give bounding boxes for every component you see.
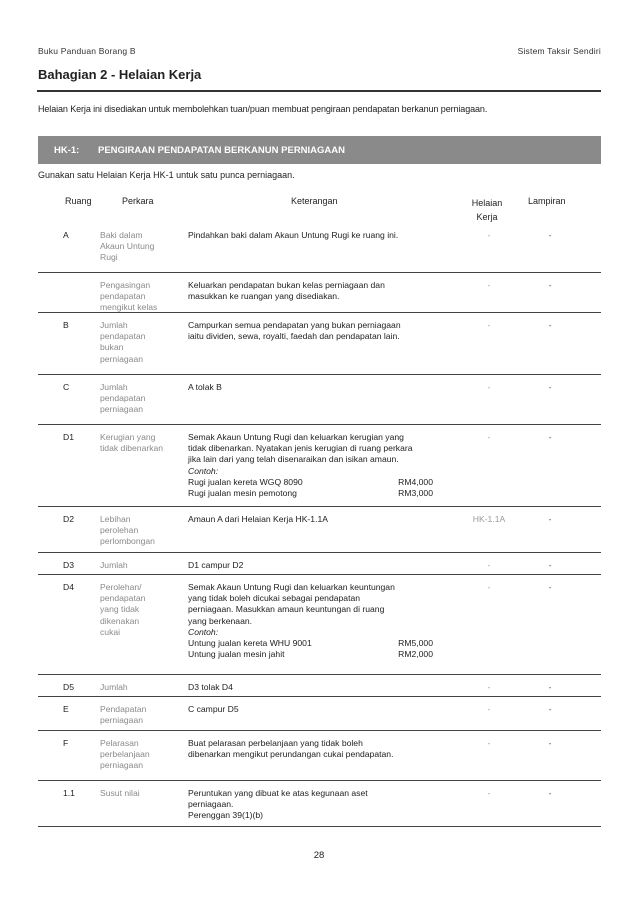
cell-ruang: B — [63, 320, 69, 330]
perkara-line: Baki dalam — [100, 230, 143, 240]
keterangan-line: masukkan ke ruangan yang disediakan. — [188, 291, 340, 302]
cell-lampiran: - — [548, 280, 552, 290]
keterangan-line: Keluarkan pendapatan bukan kelas perniagaan dan — [188, 280, 385, 290]
cell-keterangan — [188, 514, 458, 525]
keterangan-line: tidak dibenarkan. Nyatakan jenis kerugian di ruang perkara — [188, 443, 413, 454]
cell-helaian-kerja: - — [487, 788, 491, 798]
cell-perkara — [100, 682, 180, 693]
table-row — [38, 696, 601, 731]
cell-keterangan — [188, 320, 458, 342]
example-line — [188, 488, 433, 499]
cell-helaian-kerja: - — [487, 432, 491, 442]
cell-perkara — [100, 280, 180, 314]
worksheet-title-bar — [38, 136, 601, 164]
cell-lampiran: - — [548, 320, 552, 330]
perkara-line: pendapatan — [100, 593, 146, 604]
table-row — [38, 506, 601, 553]
cell-keterangan — [188, 682, 458, 693]
perkara-line: perniagaan — [100, 760, 144, 771]
cell-lampiran: - — [548, 582, 552, 592]
keterangan-line: Buat pelarasan perbelanjaan yang tidak boleh — [188, 738, 363, 748]
cell-perkara — [100, 738, 180, 772]
perkara-line: yang tidak — [100, 604, 140, 615]
table-row — [38, 780, 601, 827]
cell-helaian-kerja: - — [487, 560, 491, 570]
section-title: Bahagian 2 - Helaian Kerja — [38, 67, 202, 82]
example-item: Untung jualan kereta WHU 9001 — [188, 638, 312, 649]
cell-ruang: D2 — [63, 514, 74, 524]
keterangan-line: Pindahkan baki dalam Akaun Untung Rugi ke ruang ini. — [188, 230, 399, 240]
table-header — [38, 192, 601, 222]
perkara-line: perniagaan — [100, 353, 144, 364]
perkara-line: Perolehan/ — [100, 582, 142, 592]
cell-ruang: E — [63, 704, 69, 714]
keterangan-line: iaitu dividen, sewa, royalti, faedah dan pendapatan lain. — [188, 331, 400, 342]
cell-lampiran: - — [548, 738, 552, 748]
usage-note: Gunakan satu Helaian Kerja HK-1 untuk satu punca perniagaan. — [38, 170, 295, 180]
header-keterangan: Keterangan — [291, 196, 338, 206]
cell-perkara — [100, 582, 180, 638]
keterangan-line: D3 tolak D4 — [188, 682, 233, 692]
running-header-left: Buku Panduan Borang B — [38, 46, 136, 56]
cell-ruang: 1.1 — [63, 788, 75, 798]
example-amount: RM4,000 — [398, 476, 433, 487]
example-item: Rugi jualan mesin pemotong — [188, 488, 297, 499]
example-label: Contoh: — [188, 626, 219, 637]
cell-lampiran: - — [548, 230, 552, 240]
title-rule — [37, 90, 601, 92]
cell-lampiran: - — [548, 704, 552, 714]
perkara-line: tidak dibenarkan — [100, 443, 164, 454]
cell-perkara — [100, 788, 180, 799]
cell-perkara — [100, 704, 180, 726]
header-helaian-line1: Helaian — [471, 198, 503, 208]
cell-keterangan — [188, 382, 458, 393]
perkara-line: Pengasingan — [100, 280, 151, 290]
example-amount: RM5,000 — [398, 638, 433, 649]
cell-lampiran: - — [548, 514, 552, 524]
cell-helaian-kerja: - — [487, 230, 491, 240]
perkara-line: Pelarasan — [100, 738, 139, 748]
table-row — [38, 552, 601, 575]
intro-text: Helaian Kerja ini disediakan untuk membolehkan tuan/puan membuat pengiraan pendapatan berkanun perniagaan. — [38, 104, 488, 114]
example-label: Contoh: — [188, 465, 219, 476]
perkara-line: perbelanjaan — [100, 749, 150, 760]
perkara-line: cukai — [100, 626, 121, 637]
perkara-line: perlombongan — [100, 536, 155, 547]
keterangan-line: dibenarkan mengikut perundangan cukai pendapatan. — [188, 749, 394, 760]
table-row — [38, 374, 601, 425]
header-helaian-line2: Kerja — [476, 212, 498, 222]
cell-helaian-kerja: - — [487, 704, 491, 714]
perkara-line: perniagaan — [100, 715, 144, 726]
keterangan-line: perniagaan. — [188, 799, 234, 810]
cell-helaian-kerja: HK-1.1A — [472, 514, 506, 524]
keterangan-line: Amaun A dari Helaian Kerja HK-1.1A — [188, 514, 328, 524]
perkara-line: pendapatan — [100, 393, 146, 404]
header-lampiran: Lampiran — [528, 196, 566, 206]
cell-helaian-kerja: - — [487, 582, 491, 592]
perkara-line: bukan — [100, 342, 124, 353]
cell-lampiran: - — [548, 560, 552, 570]
perkara-line: perniagaan — [100, 404, 144, 415]
perkara-line: Akaun Untung — [100, 241, 155, 252]
table-row — [38, 312, 601, 375]
example-line — [188, 477, 433, 488]
cell-ruang: D3 — [63, 560, 74, 570]
cell-keterangan — [188, 432, 458, 499]
cell-ruang: F — [63, 738, 69, 748]
cell-helaian-kerja: - — [487, 280, 491, 290]
header-perkara: Perkara — [122, 196, 154, 206]
example-line — [188, 649, 433, 660]
table-row — [38, 730, 601, 781]
perkara-line: Lebihan — [100, 514, 131, 524]
example-amount: RM3,000 — [398, 488, 433, 499]
header-ruang: Ruang — [65, 196, 92, 206]
cell-keterangan — [188, 738, 458, 760]
cell-keterangan — [188, 280, 458, 302]
header-helaian-kerja — [465, 196, 509, 224]
keterangan-line: Campurkan semua pendapatan yang bukan perniagaan — [188, 320, 401, 330]
table-row — [38, 674, 601, 697]
example-amount: RM2,000 — [398, 649, 433, 660]
cell-perkara — [100, 514, 180, 548]
example-item: Rugi jualan kereta WGQ 8090 — [188, 476, 303, 487]
keterangan-line: A tolak B — [188, 382, 222, 392]
cell-keterangan — [188, 582, 458, 660]
perkara-line: Jumlah — [100, 382, 128, 392]
cell-ruang: D4 — [63, 582, 74, 592]
keterangan-line: Perenggan 39(1)(b) — [188, 810, 264, 821]
cell-lampiran: - — [548, 788, 552, 798]
perkara-line: Jumlah — [100, 320, 128, 330]
running-header-right: Sistem Taksir Sendiri — [517, 46, 601, 56]
cell-helaian-kerja: - — [487, 682, 491, 692]
cell-perkara — [100, 432, 180, 454]
table-row — [38, 574, 601, 675]
cell-ruang: C — [63, 382, 70, 392]
keterangan-line: D1 campur D2 — [188, 560, 244, 570]
cell-perkara — [100, 320, 180, 365]
perkara-line: Jumlah — [100, 682, 128, 692]
keterangan-line: jika lain dari yang telah disenaraikan dan isikan amaun. — [188, 454, 399, 465]
cell-lampiran: - — [548, 382, 552, 392]
cell-helaian-kerja: - — [487, 738, 491, 748]
perkara-line: dikenakan — [100, 615, 140, 626]
cell-lampiran: - — [548, 682, 552, 692]
cell-perkara — [100, 230, 180, 264]
perkara-line: mengikut kelas — [100, 302, 158, 313]
example-line — [188, 638, 433, 649]
keterangan-line: Semak Akaun Untung Rugi dan keluarkan kerugian yang — [188, 432, 404, 442]
perkara-line: Susut nilai — [100, 788, 140, 798]
cell-keterangan — [188, 704, 458, 715]
cell-helaian-kerja: - — [487, 382, 491, 392]
perkara-line: pendapatan — [100, 291, 146, 302]
example-item: Untung jualan mesin jahit — [188, 649, 285, 660]
table-row — [38, 222, 601, 273]
cell-perkara — [100, 560, 180, 571]
keterangan-line: yang berkenaan. — [188, 615, 253, 626]
worksheet-title: PENGIRAAN PENDAPATAN BERKANUN PERNIAGAAN — [98, 145, 346, 156]
perkara-line: pendapatan — [100, 331, 146, 342]
perkara-line: Kerugian yang — [100, 432, 156, 442]
cell-keterangan — [188, 230, 458, 241]
keterangan-line: C campur D5 — [188, 704, 239, 714]
page-number: 28 — [313, 850, 325, 861]
perkara-line: Rugi — [100, 252, 118, 263]
cell-ruang: D1 — [63, 432, 74, 442]
cell-perkara — [100, 382, 180, 416]
perkara-line: Pendapatan — [100, 704, 147, 714]
keterangan-line: yang tidak boleh dicukai sebagai pendapatan — [188, 593, 361, 604]
cell-ruang: D5 — [63, 682, 74, 692]
table-row — [38, 424, 601, 507]
cell-lampiran: - — [548, 432, 552, 442]
cell-keterangan — [188, 560, 458, 571]
cell-ruang: A — [63, 230, 69, 240]
keterangan-line: perniagaan. Masukkan amaun keuntungan di ruang — [188, 604, 385, 615]
cell-helaian-kerja: - — [487, 320, 491, 330]
worksheet-code: HK-1: — [54, 145, 80, 156]
table-row — [38, 272, 601, 313]
perkara-line: perolehan — [100, 525, 139, 536]
keterangan-line: Peruntukan yang dibuat ke atas kegunaan aset — [188, 788, 368, 798]
perkara-line: Jumlah — [100, 560, 128, 570]
cell-keterangan — [188, 788, 458, 822]
keterangan-line: Semak Akaun Untung Rugi dan keluarkan keuntungan — [188, 582, 395, 592]
